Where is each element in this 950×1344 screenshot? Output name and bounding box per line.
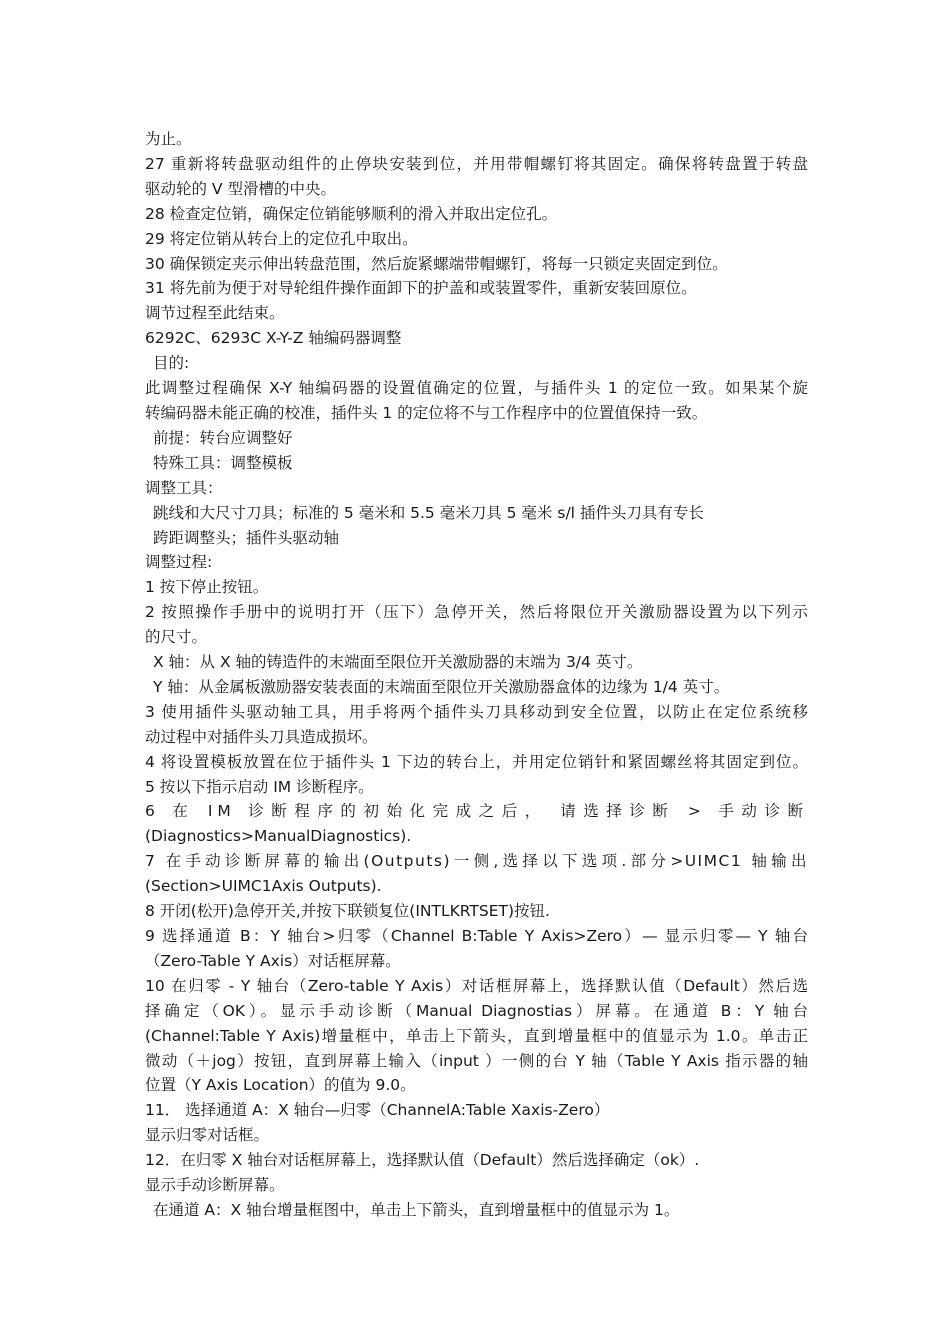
text-line: 的尺寸。 [145, 628, 208, 647]
text-line: 3 使用插件头驱动轴工具，用手将两个插件头刀具移动到安全位置，以防止在定位系统移 [145, 702, 808, 721]
text-line: (Section>UIMC1Axis Outputs). [145, 877, 382, 896]
text-line: 11． 选择通道 A：X 轴台—归零（ChannelA:Table Xaxis-Zero） [145, 1101, 610, 1120]
text-line: 显示手动诊断屏幕。 [145, 1176, 285, 1195]
text-line: 4 将设置模板放置在位于插件头 1 下边的转台上，并用定位销针和紧固螺丝将其固定到位。 [145, 752, 808, 771]
text-line: 调整过程: [145, 553, 213, 572]
text-line: 微动（＋jog）按钮，直到屏幕上输入（input ）一侧的台 Y 轴（Table Y Axis 指示器的轴 [145, 1051, 808, 1070]
text-line: 27 重新将转盘驱动组件的止停块安装到位，并用带帽螺钉将其固定。确保将转盘置于转盘 [145, 154, 808, 173]
text-line: Y 轴：从金属板激励器安装表面的末端面至限位开关激励器盒体的边缘为 1/4 英寸。 [153, 677, 730, 696]
text-line: 29 将定位销从转台上的定位孔中取出。 [145, 229, 418, 248]
text-line: 此调整过程确保 X-Y 轴编码器的设置值确定的位置，与插件头 1 的定位一致。如果某个旋 [145, 379, 808, 398]
text-line: 28 检查定位销，确保定位销能够顺利的滑入并取出定位孔。 [145, 204, 558, 223]
text-line: X 轴：从 X 轴的铸造件的末端面至限位开关激励器的末端为 3/4 英寸。 [153, 653, 643, 672]
text-line: 6 在 IM 诊断程序的初始化完成之后， 请选择诊断 > 手动诊断 [145, 802, 808, 821]
text-line: 1 按下停止按钮。 [145, 578, 269, 597]
text-line: 驱动轮的 V 型滑槽的中央。 [145, 179, 336, 198]
text-line: 7 在手动诊断屏幕的输出(Outputs)一侧,选择以下选项.部分>UIMC1 轴输出 [145, 852, 808, 871]
text-line: 显示归零对话框。 [145, 1126, 270, 1145]
text-line: 8 开闭(松开)急停开关,并按下联锁复位(INTLKRTSET)按钮. [145, 902, 550, 921]
text-line: 调节过程至此结束。 [145, 304, 285, 323]
text-line: 跳线和大尺寸刀具；标准的 5 毫米和 5.5 毫米刀具 5 毫米 s/l 插件头刀具有专长 [153, 503, 704, 522]
text-line: 9 选择通道 B：Y 轴台>归零（Channel B:Table Y Axis>Zero）— 显示归零— Y 轴台 [145, 927, 808, 945]
section-heading: 6292C、6293C X-Y-Z 轴编码器调整 [145, 329, 402, 348]
text-line: 31 将先前为便于对导轮组件操作面卸下的护盖和或装置零件，重新安装回原位。 [145, 279, 697, 298]
text-line: 在通道 A：X 轴台增量框图中，单击上下箭头，直到增量框中的值显示为 1。 [153, 1200, 680, 1219]
text-line: 动过程中对插件头刀具造成损坏。 [145, 727, 378, 746]
text-line: 12．在归零 X 轴台对话框屏幕上，选择默认值（Default）然后选择确定（ok）. [145, 1151, 700, 1170]
text-line: 调整工具： [145, 478, 223, 497]
text-line: 跨距调整头；插件头驱动轴 [153, 528, 340, 547]
text-line: 5 按以下指示启动 IM 诊断程序。 [145, 777, 374, 796]
text-line: 2 按照操作手册中的说明打开（压下）急停开关，然后将限位开关激励器设置为以下列示 [145, 603, 808, 622]
text-line: 前提：转台应调整好 [153, 428, 293, 447]
text-line: (Diagnostics>ManualDiagnostics). [145, 827, 412, 846]
text-line: 10 在归零 - Y 轴台（Zero-table Y Axis）对话框屏幕上，选择默认值（Default）然后选 [145, 976, 808, 995]
text-line: 位置（Y Axis Location）的值为 9.0。 [145, 1076, 416, 1095]
text-line: 30 确保锁定夹示伸出转盘范围，然后旋紧螺端带帽螺钉，将每一只锁定夹固定到位。 [145, 254, 728, 273]
text-line: 特殊工具：调整模板 [153, 453, 293, 472]
text-line: 择确定（OK）。显示手动诊断（Manual Diagnostias）屏幕。在通道 B：Y 轴台 [145, 1001, 808, 1020]
text-line: 目的: [153, 354, 190, 373]
text-line: 转编码器未能正确的校准，插件头 1 的定位将不与工作程序中的位置值保持一致。 [145, 403, 708, 422]
text-line: 为止。 [145, 130, 192, 148]
text-line: (Channel:Table Y Axis)增量框中，单击上下箭头，直到增量框中的值显示为 1.0。单击正 [145, 1026, 808, 1045]
text-line: （Zero-Table Y Axis）对话框屏幕。 [145, 951, 401, 970]
